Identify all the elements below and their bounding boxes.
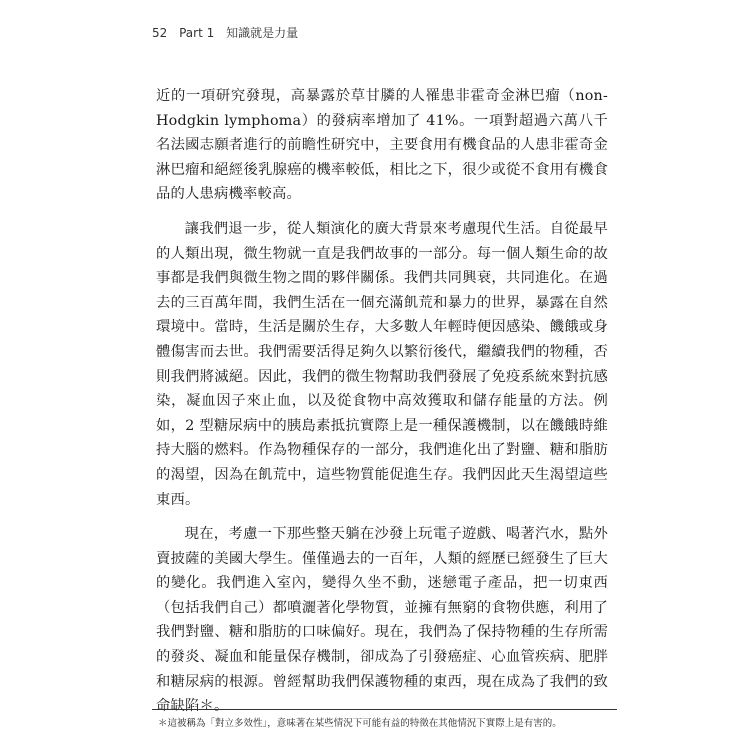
part-label: Part 1: [179, 26, 215, 40]
footnote: ＊這被稱為「對立多效性」，意味著在某些情況下可能有益的特徵在其他情況下實際上是有害的。: [158, 718, 562, 729]
paragraph-1: 近的一項研究發現，高暴露於草甘膦的人罹患非霍奇金淋巴瘤（non-Hodgkin lymphoma）的發病率增加了 41%。一項對超過六萬八千名法國志願者進行的前瞻性研究中，主要食用有機食品的人患非霍奇金淋巴瘤和絕經後乳腺癌的機率較低，相比之下，很少或從不食用有機食品的人患病機率較高。: [156, 88, 608, 203]
page-number: 52: [152, 26, 168, 40]
body-text: [156, 84, 608, 719]
footnote-divider: [152, 709, 617, 710]
running-head: [152, 24, 306, 41]
paragraph-2: 讓我們退一步，從人類演化的廣大背景來考慮現代生活。自從最早的人類出現，微生物就一直是我們故事的一部分。每一個人類生命的故事都是我們與微生物之間的夥伴關係。我們共同興衰，共同進化。在過去的三百萬年間，我們生活在一個充滿飢荒和暴力的世界，暴露在自然環境中。當時，生活是關於生存，大多數人年輕時便因感染、饑餓或身體傷害而去世。我們需要活得足夠久以繁衍後代，繼續我們的物種，否則我們將滅絕。因此，我們的微生物幫助我們發展了免疫系統來對抗感染，凝血因子來止血，以及從食物中高效獲取和儲存能量的方法。例如，2 型糖尿病中的胰島素抵抗實際上是一種保護機制，以在饑餓時維持大腦的燃料。作為物種保存的一部分，我們進化出了對鹽、糖和脂肪的渴望，因為在飢荒中，這些物質能促進生存。我們因此天生渴望這些東西。: [156, 220, 608, 508]
chapter-title: 知識就是力量: [226, 26, 299, 40]
paragraph-3: 現在，考慮一下那些整天躺在沙發上玩電子遊戲、喝著汽水，點外賣披薩的美國大學生。僅僅過去的一百年，人類的經歷已經發生了巨大的變化。我們進入室內，變得久坐不動，迷戀電子產品，把一切東西（包括我們自己）都噴灑著化學物質，並擁有無窮的食物供應，利用了我們對鹽、糖和脂肪的口味偏好。現在，我們為了保持物種的生存所需的發炎、凝血和能量保存機制，卻成為了引發癌症、心血管疾病、肥胖和糖尿病的根源。曾經幫助我們保護物種的東西，現在成為了我們的致命缺陷＊。: [156, 526, 608, 715]
